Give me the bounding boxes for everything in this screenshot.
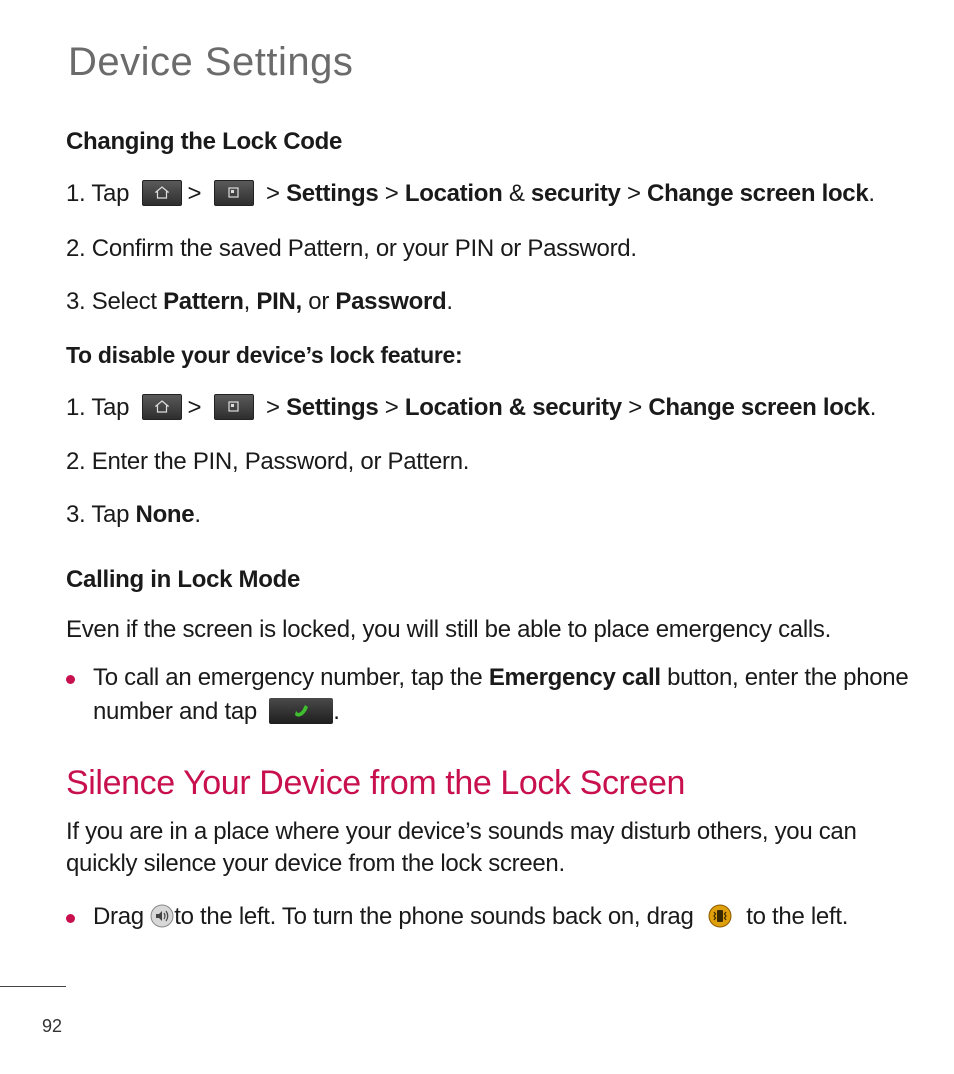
footer-rule	[0, 986, 66, 987]
section-heading-calling: Calling in Lock Mode	[66, 566, 301, 593]
silence-para-line-2: quickly silence your device from the lock screen.	[66, 850, 565, 877]
home-key-icon	[142, 180, 182, 206]
call-button-icon	[269, 698, 333, 724]
bullet-marker	[66, 914, 75, 923]
section-heading-silence: Silence Your Device from the Lock Screen	[66, 764, 686, 802]
calling-intro: Even if the screen is locked, you will still be able to place emergency calls.	[66, 616, 831, 643]
lock-code-step-3: 3. Select Pattern, PIN, or Password.	[66, 288, 453, 315]
section-heading-disable: To disable your device’s lock feature:	[66, 342, 463, 368]
sound-on-icon	[150, 904, 174, 928]
menu-key-icon	[214, 180, 254, 206]
page-number: 92	[42, 1016, 63, 1036]
disable-step-3: 3. Tap None.	[66, 501, 201, 528]
lock-code-step-1: 1. Tap > > Settings > Location & security > Change screen lock.	[66, 180, 875, 207]
vibrate-icon	[708, 904, 732, 928]
calling-bullet-line-2: number and tap .	[93, 698, 340, 725]
lock-code-step-2: 2. Confirm the saved Pattern, or your PIN or Password.	[66, 235, 637, 262]
menu-key-icon	[214, 394, 254, 420]
silence-bullet: Drag to the left. To turn the phone sounds back on, drag to the left.	[93, 903, 849, 930]
home-key-icon	[142, 394, 182, 420]
disable-step-1: 1. Tap > > Settings > Location & security > Change screen lock.	[66, 394, 877, 421]
calling-bullet-line-1: To call an emergency number, tap the Emergency call button, enter the phone	[93, 664, 909, 691]
silence-para-line-1: If you are in a place where your device’s sounds may disturb others, you can	[66, 818, 857, 845]
disable-step-2: 2. Enter the PIN, Password, or Pattern.	[66, 448, 470, 475]
bullet-marker	[66, 675, 75, 684]
page-title: Device Settings	[68, 40, 354, 84]
section-heading-lock-code: Changing the Lock Code	[66, 128, 343, 155]
